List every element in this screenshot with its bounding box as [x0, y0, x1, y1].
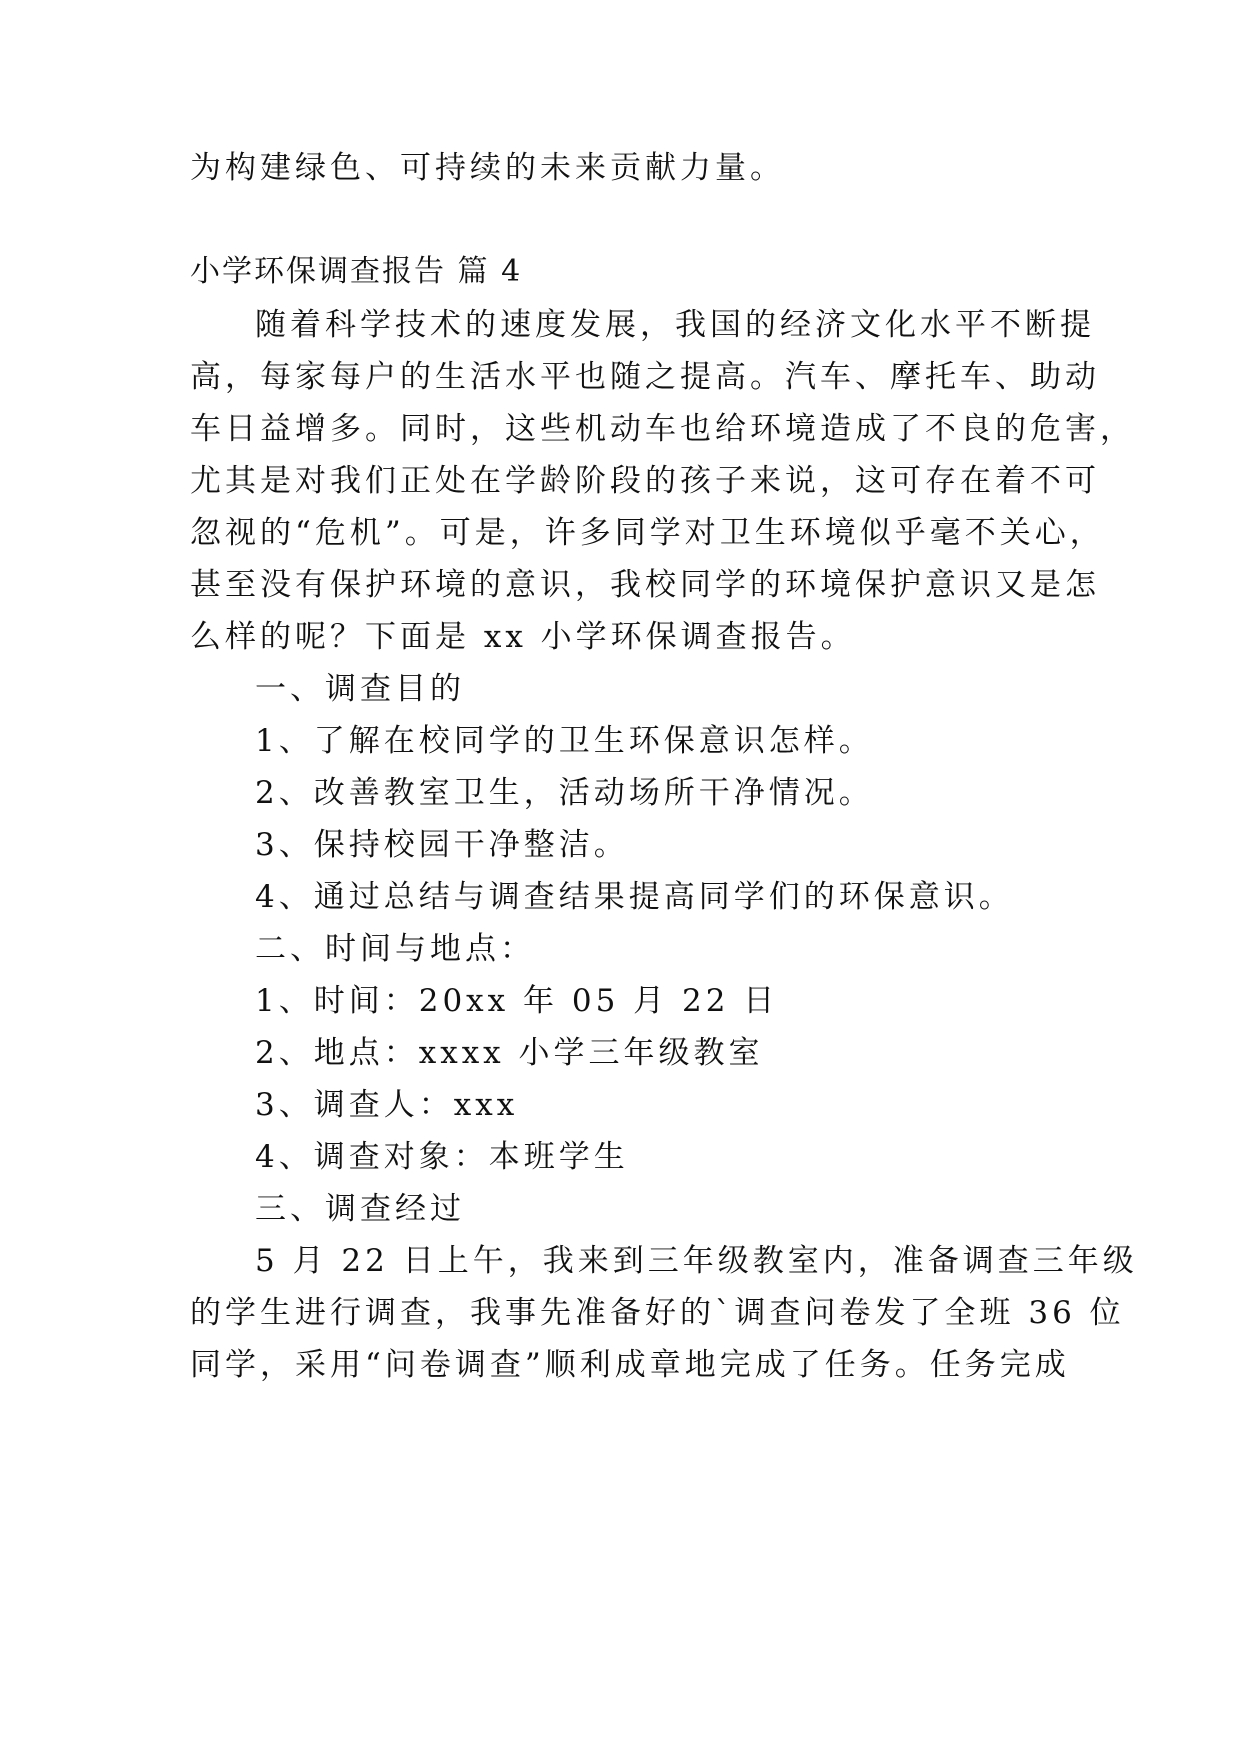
list-item: 1、时间：20xx 年 05 月 22 日 — [255, 983, 779, 1019]
list-item: 4、通过总结与调查结果提高同学们的环保意识。 — [255, 879, 1014, 915]
section-heading: 二、时间与地点： — [255, 931, 535, 967]
list-item: 4、调查对象：本班学生 — [255, 1139, 629, 1175]
paragraph-line: 甚至没有保护环境的意识，我校同学的环境保护意识又是怎 — [190, 567, 1100, 603]
paragraph-line: 的学生进行调查，我事先准备好的`调查问卷发了全班 36 位 — [190, 1295, 1125, 1331]
section-heading: 三、调查经过 — [255, 1191, 465, 1227]
continuation-text: 为构建绿色、可持续的未来贡献力量。 — [190, 150, 785, 186]
list-item: 3、保持校园干净整洁。 — [255, 827, 629, 863]
paragraph-line: 么样的呢？下面是 xx 小学环保调查报告。 — [190, 619, 856, 655]
paragraph-line: 忽视的“危机”。可是，许多同学对卫生环境似乎毫不关心， — [190, 515, 1105, 551]
paragraph-line: 尤其是对我们正处在学龄阶段的孩子来说，这可存在着不可 — [190, 463, 1100, 499]
paragraph-line: 车日益增多。同时，这些机动车也给环境造成了不良的危害， — [190, 411, 1135, 447]
list-item: 2、改善教室卫生，活动场所干净情况。 — [255, 775, 874, 811]
paragraph-line: 5 月 22 日上午，我来到三年级教室内，准备调查三年级 — [255, 1243, 1138, 1279]
paragraph-line: 随着科学技术的速度发展，我国的经济文化水平不断提 — [255, 307, 1095, 343]
list-item: 3、调查人：xxx — [255, 1087, 519, 1123]
section-heading: 一、调查目的 — [255, 671, 465, 707]
paragraph-line: 同学，采用“问卷调查”顺利成章地完成了任务。任务完成 — [190, 1347, 1070, 1383]
paragraph-line: 高，每家每户的生活水平也随之提高。汽车、摩托车、助动 — [190, 359, 1100, 395]
list-item: 1、了解在校同学的卫生环保意识怎样。 — [255, 723, 874, 759]
list-item: 2、地点：xxxx 小学三年级教室 — [255, 1035, 764, 1071]
section-title: 小学环保调查报告 篇 4 — [190, 254, 523, 289]
